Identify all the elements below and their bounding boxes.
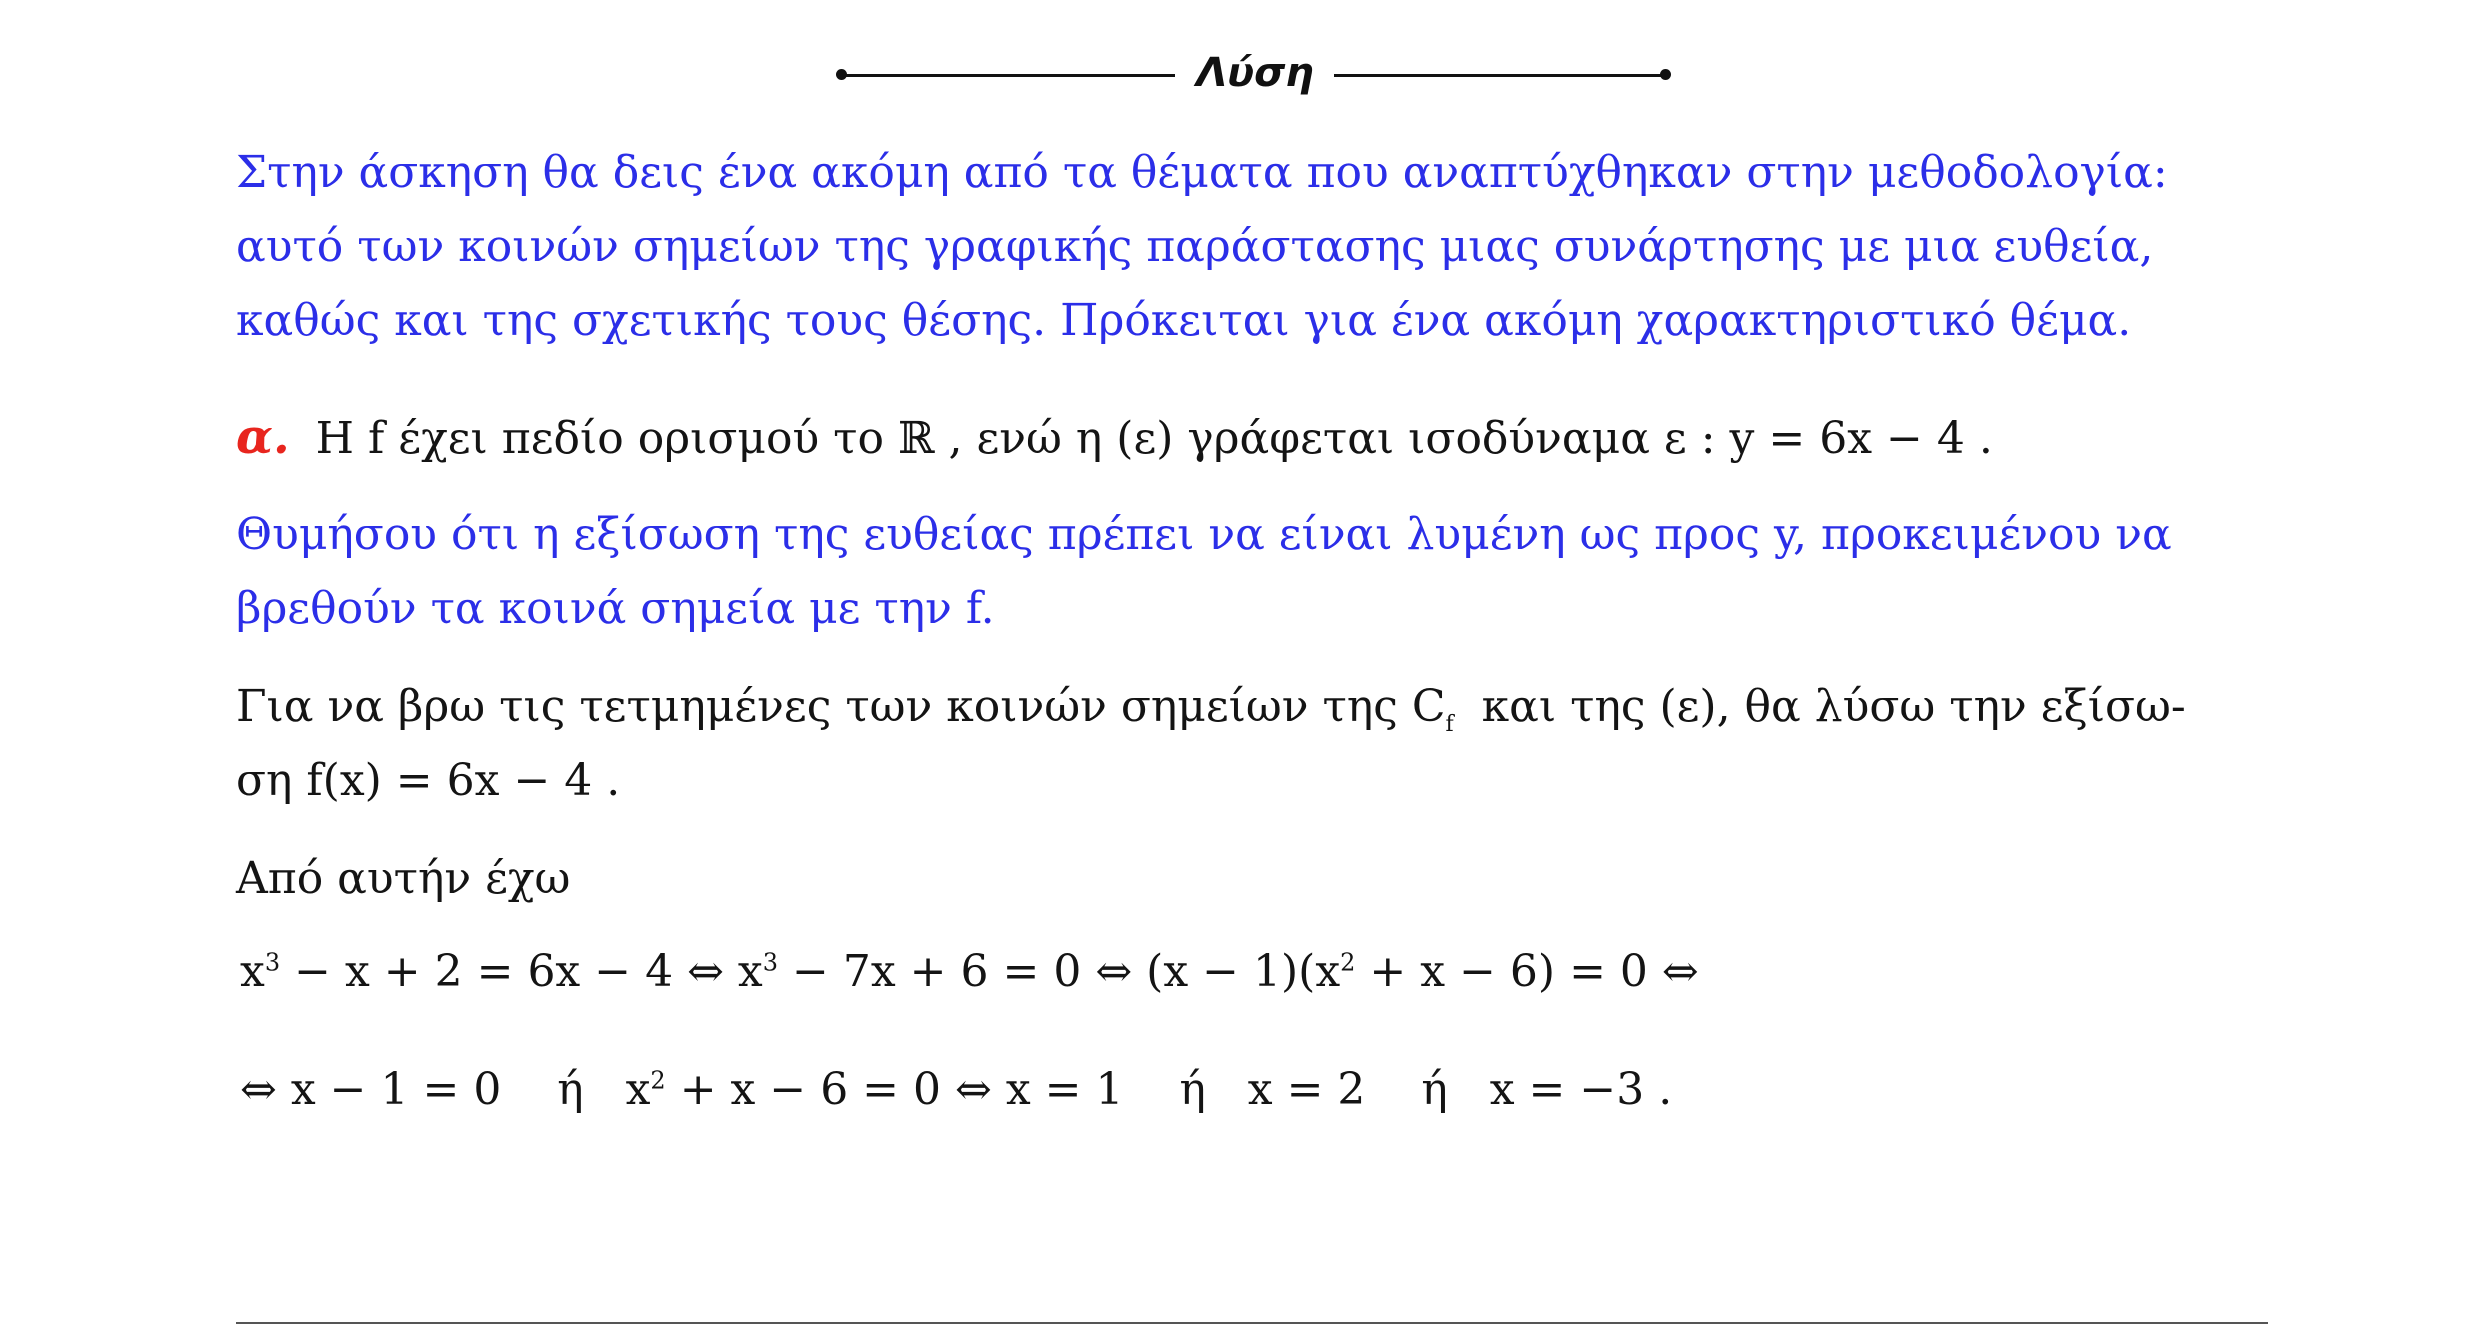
from-this-paragraph xyxy=(236,842,2276,916)
solve-line-1-start: Για να βρω τις τετμημένες των κοινών σημείων της C xyxy=(236,681,1446,732)
from-this-text: Από αυτήν έχω xyxy=(236,853,571,904)
eq1-part-4: + x − 6) = 0 ⇔ xyxy=(1355,946,1699,997)
part-a-paragraph xyxy=(236,400,2276,474)
intro-line-3: καθώς και της σχετικής τους θέσης. Πρόκειται για ένα ακόμη χαρακτηριστικό θέμα. xyxy=(236,295,2132,346)
solution-header xyxy=(0,44,2480,104)
eq2-part-1: ⇔ x − 1 = 0 ή x xyxy=(240,1064,651,1115)
eq1-part-3: − 7x + 6 = 0 ⇔ (x − 1)(x xyxy=(778,946,1341,997)
header-left-rule xyxy=(842,74,1175,77)
eq1-exponent-1: 3 xyxy=(264,948,281,977)
part-a-text: Η f έχει πεδίο ορισμού το ℝ , ενώ η (ε) γράφεται ισοδύναμα ε : y = 6x − 4 . xyxy=(315,413,1993,464)
eq1-part-2: − x + 2 = 6x − 4 ⇔ x xyxy=(280,946,763,997)
solve-line-1 xyxy=(236,670,2276,744)
reminder-line-1: Θυμήσου ότι η εξίσωση της ευθείας πρέπει να είναι λυμένη ως προς y, προκειμένου να xyxy=(236,509,2172,560)
reminder-paragraph xyxy=(236,498,2276,646)
solve-line-2: ση f(x) = 6x − 4 . xyxy=(236,755,621,806)
solve-line-1-end: και της (ε), θα λύσω την εξίσω- xyxy=(1453,681,2186,732)
bottom-divider xyxy=(236,1322,2268,1324)
header-right-dot xyxy=(1660,69,1671,80)
equation-1 xyxy=(240,946,1699,997)
intro-paragraph xyxy=(236,136,2276,358)
equation-2 xyxy=(240,1064,1672,1115)
solve-paragraph xyxy=(236,670,2276,818)
intro-line-2: αυτό των κοινών σημείων της γραφικής παράστασης μιας συνάρτησης με μια ευθεία, xyxy=(236,221,2154,272)
eq1-exponent-2: 3 xyxy=(762,948,779,977)
header-right-rule xyxy=(1334,74,1666,77)
eq1-exponent-3: 2 xyxy=(1340,948,1356,977)
eq1-part-1: x xyxy=(240,946,265,997)
intro-line-1: Στην άσκηση θα δεις ένα ακόμη από τα θέματα που αναπτύχθηκαν στην μεθοδολογία: xyxy=(236,147,2168,198)
reminder-line-2: βρεθούν τα κοινά σημεία με την f. xyxy=(236,583,995,634)
eq2-part-2: + x − 6 = 0 ⇔ x = 1 ή x = 2 ή x = −3 . xyxy=(665,1064,1673,1115)
curve-subscript: f xyxy=(1445,712,1454,737)
eq2-exponent-1: 2 xyxy=(650,1066,666,1095)
solution-title: Λύση xyxy=(1196,50,1314,96)
part-a-label: α. xyxy=(236,409,290,465)
